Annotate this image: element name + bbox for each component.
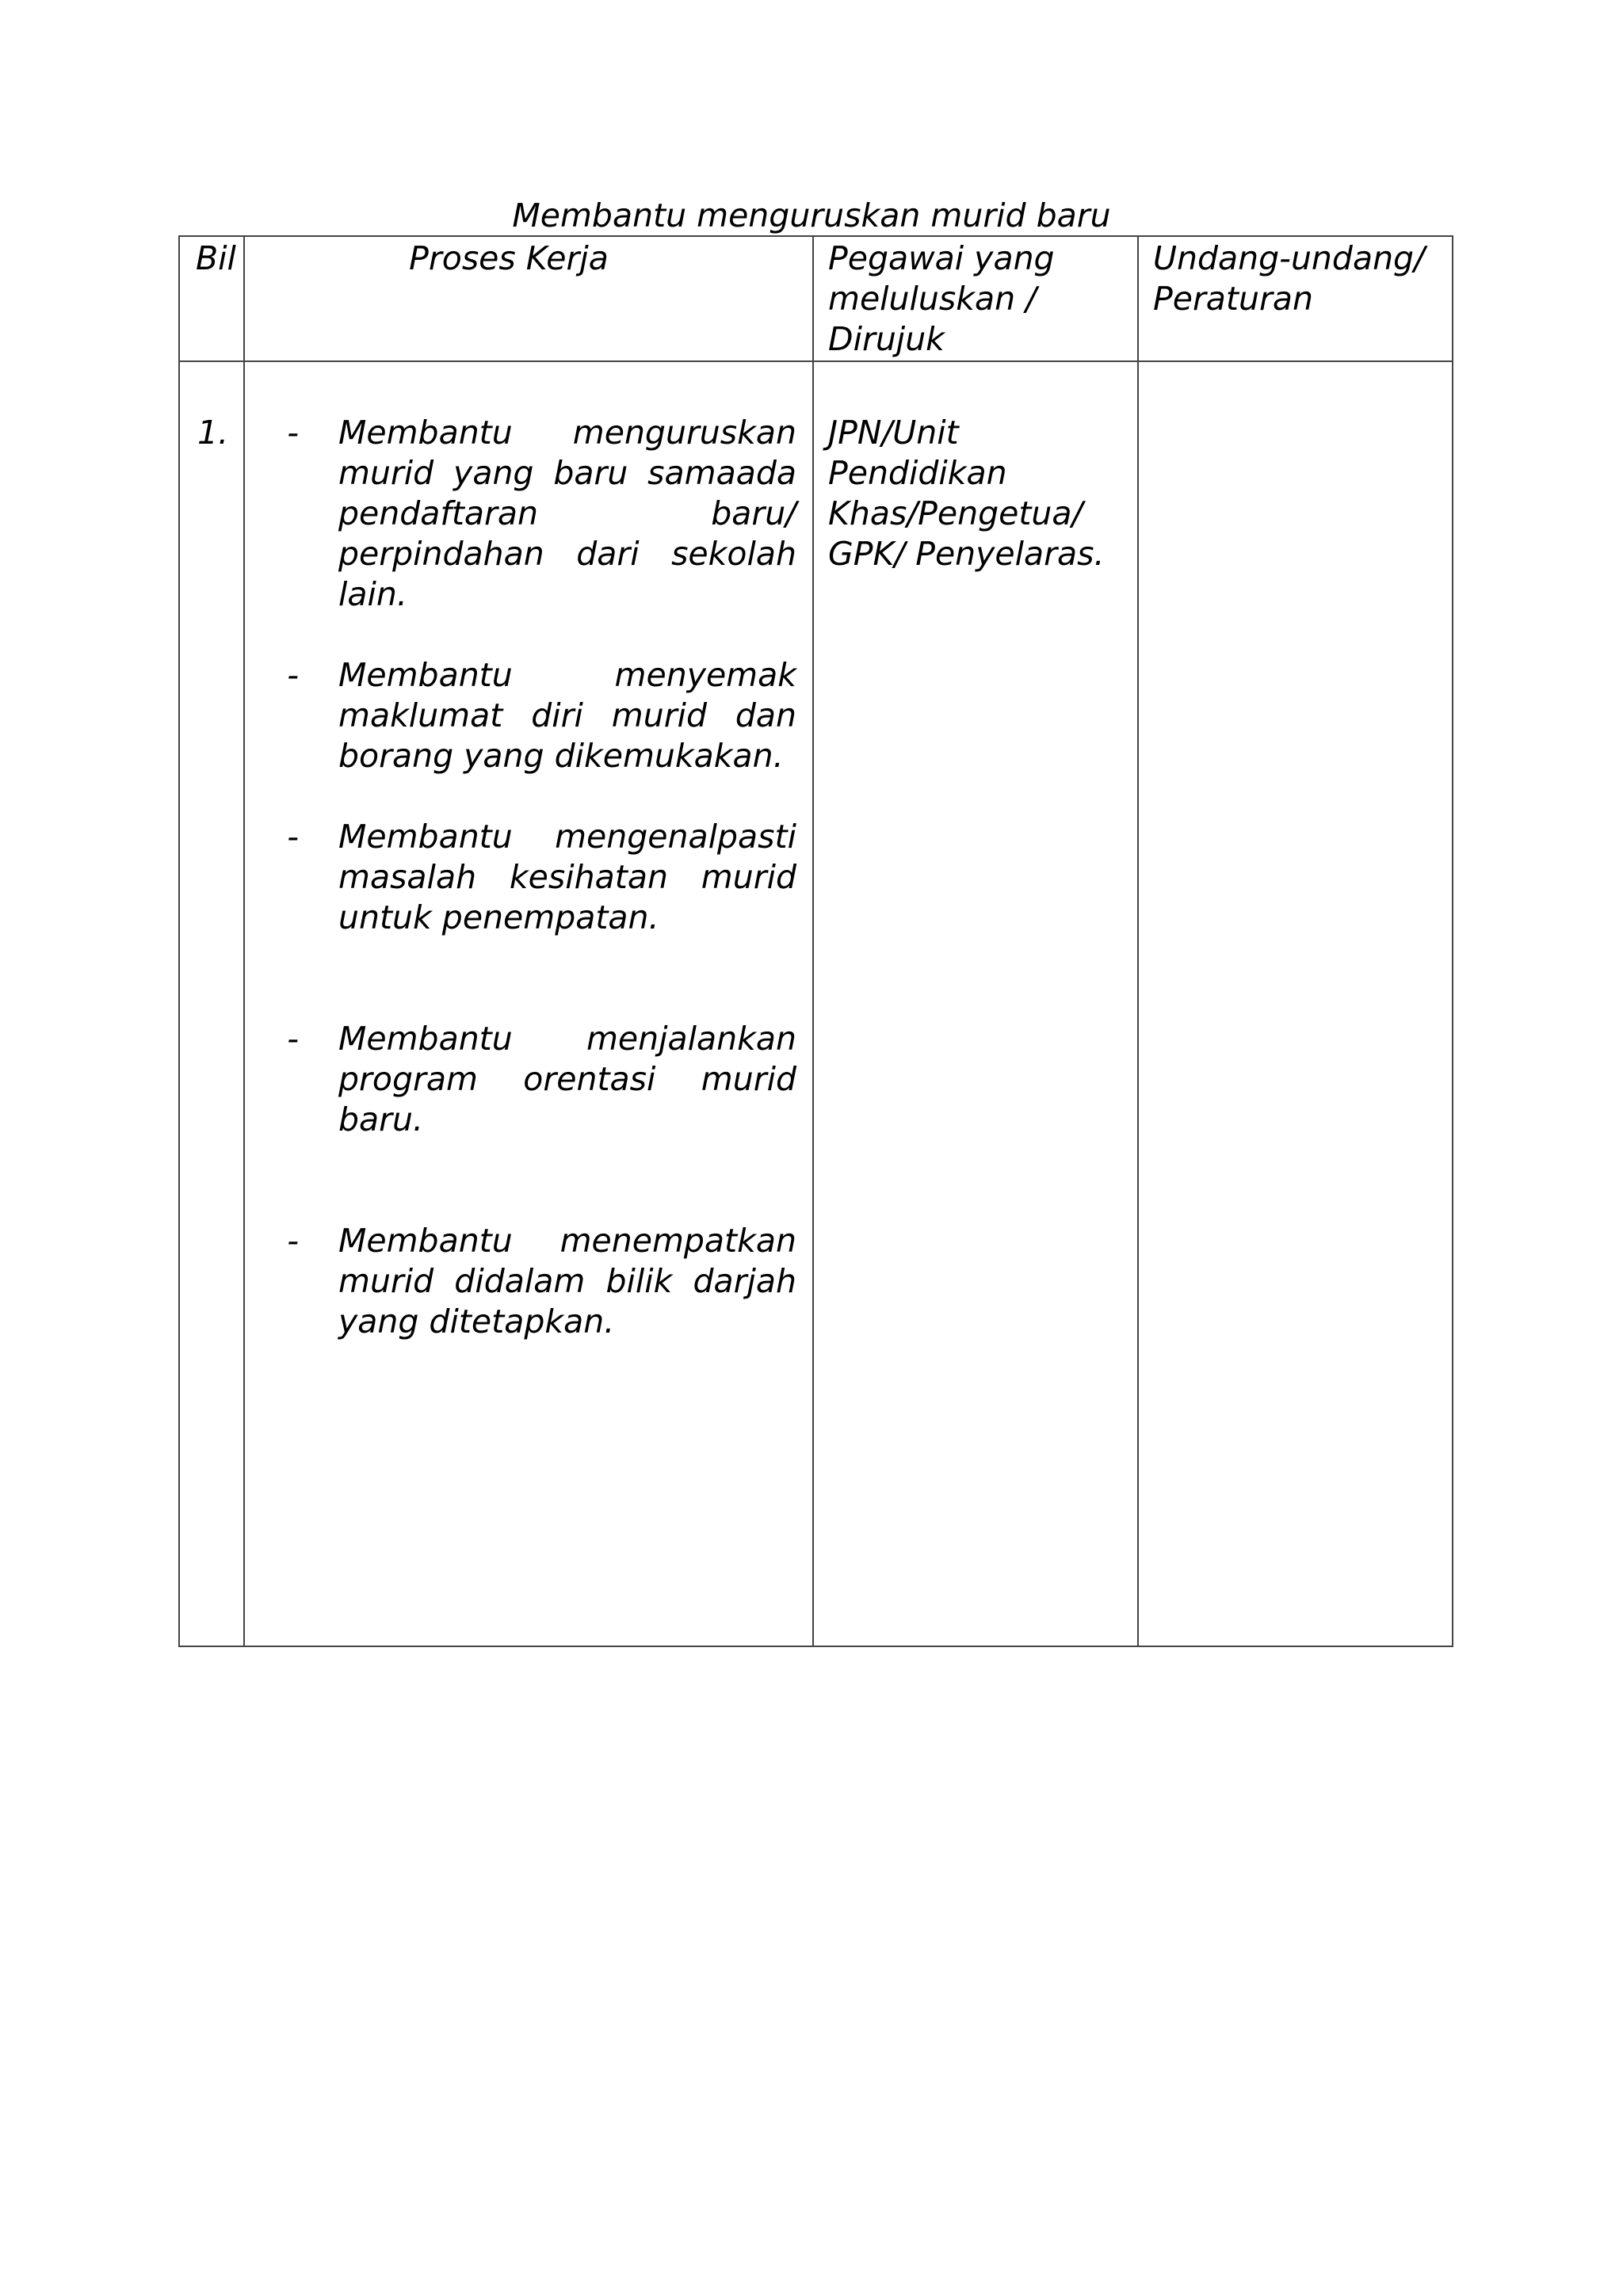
bullet-dash: - [287,1222,299,1260]
process-item [245,655,796,776]
cell-undang-undang [1138,361,1453,1646]
process-item-text: Membantu menguruskan murid yang baru samaada pendaftaran baru/ perpindahan dari sekolah lain. [338,414,796,613]
header-undang-undang: Undang-undang/ Peraturan [1138,236,1453,361]
process-item [245,413,796,615]
header-bil: Bil [179,236,244,361]
bullet-dash: - [287,656,299,694]
work-process-table [178,235,1453,1647]
document-title: Membantu menguruskan murid baru [512,196,1111,235]
table-row [179,361,1453,1646]
bullet-dash: - [287,818,299,856]
process-item [245,1221,796,1342]
cell-pegawai: JPN/Unit Pendidikan Khas/Pengetua/ GPK/ Penyelaras. [813,361,1138,1646]
cell-proses-kerja [244,361,813,1646]
header-pegawai: Pegawai yang meluluskan / Dirujuk [813,236,1138,361]
process-item-text: Membantu menjalankan program orentasi murid baru. [338,1020,796,1138]
process-item-text: Membantu menempatkan murid didalam bilik darjah yang ditetapkan. [338,1222,796,1341]
process-item [245,817,796,938]
bullet-dash: - [287,1020,299,1058]
process-item-text: Membantu menyemak maklumat diri murid dan borang yang dikemukakan. [338,656,796,775]
table-header-row [179,236,1453,361]
cell-bil: 1. [179,361,244,1646]
process-item-text: Membantu mengenalpasti masalah kesihatan murid untuk penempatan. [338,818,796,936]
process-item [245,1019,796,1140]
bullet-dash: - [287,414,299,452]
header-proses-kerja: Proses Kerja [244,236,813,361]
